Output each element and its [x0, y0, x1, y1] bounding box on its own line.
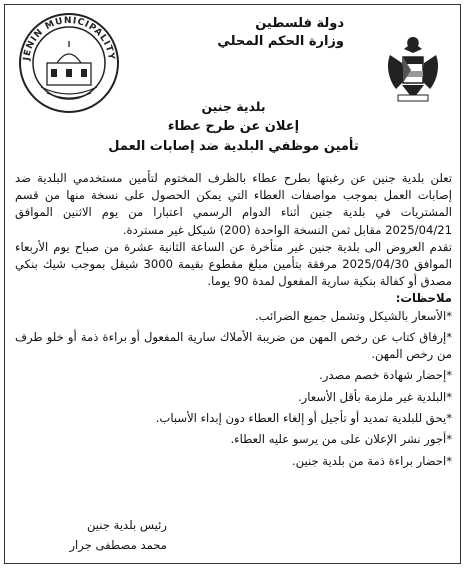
- announcement-frame: [4, 4, 461, 564]
- notes-list: [15, 308, 452, 470]
- notes-title: ملاحظات:: [395, 291, 452, 306]
- signature-block: [17, 515, 167, 555]
- paragraph-submission: تقدم العروض الى بلدية جنين غير متأخرة عن الساعة الثانية عشرة من صباح يوم الأربعاء الموافق 2025/04/30 مرفقة بتأمين مبلغ مقطوع بقيمة 3000 شيقل بموجب شيك بنكي مصدق أو كفالة بنكية سارية المفعول لمدة 90 يوما.: [15, 239, 452, 289]
- subject-title: تأمين موظفي البلدية ضد إصابات العمل: [108, 139, 359, 154]
- note-item: *إحضار شهادة خصم مصدر.: [319, 368, 452, 383]
- announcement-title: إعلان عن طرح عطاء: [167, 119, 300, 134]
- signature-name: محمد مصطفى جرار: [69, 538, 167, 552]
- state-name: دولة فلسطين: [255, 16, 344, 31]
- signature-title: رئيس بلدية جنين: [86, 518, 167, 532]
- note-item: *البلدية غير ملزمة بأقل الأسعار.: [297, 389, 452, 404]
- seal-ring-text: JENIN MUNICIPALITY: [22, 15, 117, 62]
- note-item: *إرفاق كتاب عن رخص المهن من ضريبة الأملاك سارية المفعول أو براءة ذمة أو خلو طرف من رخص المهن.: [15, 329, 452, 362]
- header-text: [217, 15, 344, 51]
- note-item: *يحق للبلدية تمديد أو تأجيل أو إلغاء العطاء دون إبداء الأسباب.: [155, 411, 452, 426]
- announcement-titles: [5, 97, 462, 157]
- paragraph-invitation: تعلن بلدية جنين عن رغبتها بطرح عطاء بالظرف المختوم لتأمين مستخدمي البلدية ضد إصابات العمل بموجب مواصفات العطاء التي يمكن الحصول على نسخة منها من قسم المشتريات في بلدية جنين أثناء الدوام الرسمي اعتبارا من يوم الاثنين الموافق 2025/04/21 مقابل ثمن النسخة الواحدة (200) شيكل غير مستردة.: [15, 171, 452, 237]
- municipality-title: بلدية جنين: [201, 99, 266, 114]
- note-item: *احضار براءة ذمة من بلدية جنين.: [291, 453, 452, 468]
- announcement-body: [15, 170, 452, 474]
- palestine-eagle-emblem: [384, 33, 442, 105]
- note-item: *الأسعار بالشيكل وتشمل جميع الضرائب.: [254, 308, 452, 323]
- ministry-name: وزارة الحكم المحلي: [217, 34, 344, 49]
- svg-text:JENIN MUNICIPALITY: [22, 16, 116, 62]
- note-item: *أجور نشر الإعلان على من يرسو عليه العطاء.: [230, 432, 452, 447]
